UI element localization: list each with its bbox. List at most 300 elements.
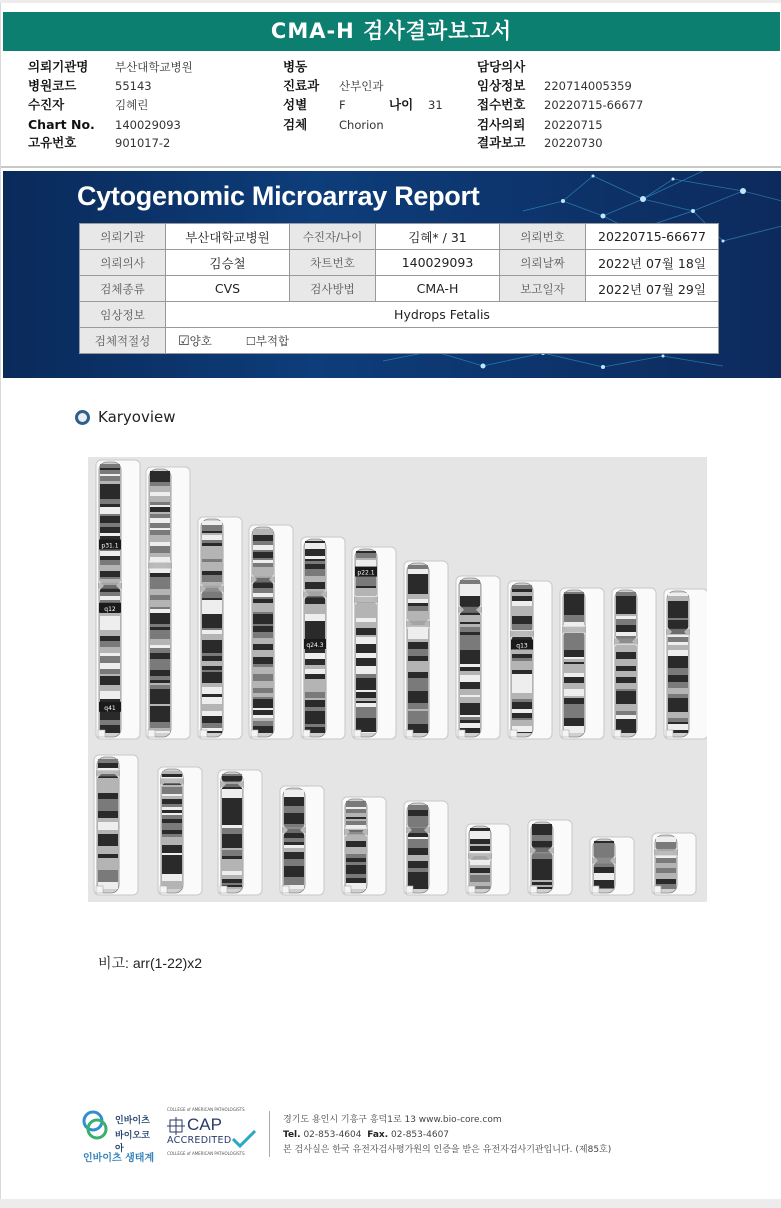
header-row-unique-no [28,134,268,152]
chromosome-band [98,840,118,846]
chromosome-band [202,604,222,610]
chromosome-band [564,659,584,662]
chromosome-band [408,848,428,855]
chromosome-band [408,628,428,633]
chromosome-band [668,656,688,663]
chromosome-band [100,720,120,723]
chromosome-band [222,879,242,883]
cap-logo [165,1103,259,1161]
chromosome-band [162,869,182,871]
table-value: Hydrops Fetalis [166,302,719,328]
report-title: CMA-H 검사결과보고서 [3,12,780,51]
chromosome-checkbox [303,730,310,737]
chromosome-band [253,550,273,552]
chromosome-band [616,592,636,594]
chromosome-band [594,843,614,850]
chromosome-band [564,592,584,594]
chromosome-band [408,833,428,837]
chromosome-band [512,699,532,702]
chromosome-band [98,834,118,840]
chromosome-band [616,704,636,711]
chromosome-band [284,852,304,856]
chromosome-band [222,796,242,798]
chromosome-checkbox [510,730,517,737]
chromosome-band [512,693,532,699]
chromosome-band [98,828,118,830]
chromosome-band [162,804,182,807]
chromosome-band [356,698,376,701]
table-key: 의뢰날짜 [500,250,586,276]
chromosome-band [150,535,170,542]
centromere-band [344,829,368,835]
logo-line1: 인바이츠 [115,1116,150,1126]
chromosome-band [356,635,376,637]
chromosome-band [408,861,428,868]
chromosome-band [202,676,222,681]
chromosome-band [668,645,688,650]
chromosome-band [253,593,273,597]
header-value: Chorion [339,118,384,132]
chromosome-band [668,606,688,609]
chromosome-band [284,797,304,799]
header-key: 진료과 [283,78,320,93]
chromosome-band [202,697,222,704]
chromosome-band [284,859,304,861]
band-label: q24.3 [306,641,324,649]
chromosome-band [150,595,170,600]
chromosome-band [668,718,688,722]
chromosome-band [346,817,366,819]
chromosome-band [100,636,120,641]
chromosome-band [222,789,242,796]
chromosome-band [150,680,170,683]
header-row-department [283,77,463,95]
chromosome-band [668,703,688,710]
centromere-band [614,638,638,644]
chromosome-band [564,722,584,726]
chromosome-band [512,616,532,618]
chromosome-band [253,721,273,726]
header-row-patient [28,96,268,114]
chromosome-band [460,653,480,657]
chromosome-band [564,602,584,609]
chromosome-band [100,499,120,504]
chromosome-band [253,529,273,535]
chromosome-band [253,588,273,593]
chromosome-band [346,809,366,813]
chromosome-band [202,559,222,562]
chromosome-band [460,720,480,723]
header-row-ward [283,58,463,76]
chromosome-band [305,602,325,604]
chromosome-band [305,561,325,564]
chromosome-band [202,540,222,543]
chromosome-band [460,715,480,717]
chromosome-band [408,656,428,659]
chromosome [146,467,190,739]
chromosome-band [356,647,376,653]
chromosome-band [162,796,182,799]
chromosome-band [202,546,222,553]
report-banner [3,171,781,378]
chromosome-band [150,528,170,530]
chromosome-band [222,774,242,776]
header-key: 수진자 [28,97,65,112]
chromosome-band [100,523,120,527]
chromosome-band [616,598,636,604]
chromosome [456,576,500,739]
karyoview-panel [88,457,707,902]
chromosome-band [668,698,688,700]
chromosome-band [150,722,170,728]
fax-value: 02-853-4607 [391,1130,450,1140]
chromosome-band [564,706,584,711]
chromosome-band [460,678,480,682]
chromosome-band [668,609,688,616]
chromosome-band [512,709,532,713]
chromosome-band [100,560,120,565]
option-label: 양호 [189,333,212,348]
chromosome-band [460,624,480,627]
chromosome-band [253,681,273,685]
chromosome-band [305,541,325,543]
chromosome-band [408,855,428,861]
chromosome-band [668,710,688,712]
chromosome-band [668,593,688,596]
chromosome-band [616,671,636,677]
chromosome-band [668,724,688,730]
chromosome-band [284,799,304,806]
chromosome-band [668,637,688,642]
chromosome-band [253,609,273,612]
chromosome-band [305,700,325,707]
centromere-band [282,827,306,833]
chromosome-band [532,862,552,867]
chromosome-band [284,842,304,845]
chromosome-band [150,624,170,627]
chromosome-band [253,710,273,715]
chromosome-band [346,847,366,854]
chromosome-band [100,723,120,725]
footer-contact [283,1113,611,1158]
chromosome-band [460,584,480,588]
chromosome-band [98,822,118,828]
chromosome-band [408,666,428,672]
table-value: CMA-H [376,276,500,302]
checkmark-icon [231,1129,257,1149]
chromosome-band [460,717,480,720]
chromosome-band [356,553,376,555]
header-value: 20220715-66677 [544,98,644,112]
option-good[interactable] [178,333,212,349]
chromosome-band [564,594,584,596]
chromosome-band [150,542,170,546]
chromosome-band [100,669,120,674]
chromosome-band [100,470,120,474]
chromosome-band [150,509,170,512]
chromosome [590,837,634,895]
header-row-receipt-no [477,96,677,114]
chromosome-band [512,654,532,658]
chromosome-band [408,639,428,642]
chromosome-band [668,601,688,606]
chromosome-band [408,574,428,577]
chromosome-band [150,496,170,502]
chromosome-band [408,821,428,823]
chromosome-band [222,825,242,828]
chromosome-band [668,596,688,601]
chromosome-band [305,614,325,621]
chromosome-band [202,704,222,711]
chromosome-band [356,576,376,583]
header-key: 임상정보 [477,78,526,93]
chromosome-band [346,878,366,883]
unchecked-box-icon: ☐ [245,334,256,348]
chromosome-band [284,806,304,813]
header-key: Chart No. [28,117,95,132]
chromosome-band [150,696,170,700]
chromosome-band [150,482,170,486]
chromosome-band [202,564,222,571]
chromosome-band [356,718,376,721]
chromosome-band [162,810,182,813]
centromere-band [468,853,492,859]
chromosome-band [98,846,118,852]
chromosome-band [408,810,428,816]
report-page [0,3,781,1199]
chromosome-band [98,805,118,811]
chromosome-band [408,659,428,661]
chromosome-band [460,644,480,650]
header-row-doctor [477,58,677,76]
chromosome-band [150,683,170,685]
chromosome-band [98,778,118,782]
chromosome-band [222,821,242,825]
chromosome-band [284,813,304,820]
chromosome-band [408,649,428,656]
karyoview-icon [75,410,90,425]
header-value: 901017-2 [115,136,171,150]
chromosome-band [305,685,325,692]
chromosome-band [616,677,636,683]
centromere-band [510,631,534,637]
chromosome-checkbox [160,886,167,893]
chromosome-band [284,881,304,885]
chromosome-band [98,830,118,834]
chromosome-band [222,848,242,850]
chromosome-band [202,711,222,716]
chromosome-band [532,828,552,835]
chromosome-band [460,641,480,644]
band-label: p31.1 [101,542,119,550]
chromosome-band [460,671,480,675]
chromosome-band [98,852,118,854]
chromosome-band [305,665,325,669]
chromosome-band [512,601,532,606]
table-key: 의뢰번호 [500,224,586,250]
chromosome-band [150,573,170,577]
chromosome-band [284,871,304,877]
chromosome-band [222,856,242,859]
table-key: 수진자/나이 [290,224,376,250]
chromosome-band [564,650,584,657]
chromosome-band [150,557,170,563]
company-logo-mark-icon [79,1109,111,1145]
chromosome-band [668,700,688,703]
chromosome-band [253,650,273,657]
chromosome-band [532,882,552,885]
chromosome-band [408,685,428,691]
chromosome-band [253,567,273,574]
chromosome-checkbox [592,886,599,893]
chromosome-band [408,872,428,877]
chromosome-band [150,488,170,492]
header-value: 220714005359 [544,79,632,93]
table-value: 2022년 07월 29일 [586,276,719,302]
chromosome-band [98,789,118,793]
centromere-band [666,629,690,635]
chromosome-band [284,861,304,866]
chromosome-band [656,868,676,873]
chromosome-band [512,650,532,654]
table-key: 의뢰기관 [80,224,166,250]
chromosome-band [150,706,170,713]
chromosome-band [202,718,222,723]
centromere-band [654,849,678,855]
chromosome-band [460,632,480,635]
chromosome-checkbox [406,886,413,893]
chromosome-band [408,577,428,584]
centromere-band [406,827,430,833]
chromosome-band [162,871,182,874]
option-label: 부적합 [255,333,290,348]
chromosome-band [305,724,325,727]
chromosome-band [253,563,273,567]
table-key: 임상정보 [80,302,166,328]
chromosome-band [346,858,366,862]
chromosome-band [460,703,480,710]
chromosome-band [202,533,222,535]
chromosome-band [408,603,428,606]
karyogram [88,457,707,902]
chromosome-band [284,790,304,797]
chromosome-band [656,882,676,884]
chromosome-band [100,613,120,616]
chromosome-band [162,819,182,821]
header-value: 20220715 [544,118,603,132]
table-row [80,328,719,354]
chromosome-band [656,863,676,868]
chromosome-band [656,842,676,849]
fax-label: Fax. [367,1130,389,1140]
chromosome-band [100,653,120,656]
chromosome-checkbox [344,886,351,893]
chromosome-band [408,569,428,574]
age-value: 31 [428,98,443,112]
chromosome-band [356,674,376,678]
footer-phone [283,1128,611,1143]
chromosome-band [532,843,552,847]
chromosome-band [616,666,636,671]
header-row-request-date [477,116,677,134]
chromosome-band [150,645,170,648]
request-info-table [79,223,719,354]
chromosome-band [100,577,120,579]
cap-emblem-icon [167,1117,185,1135]
chromosome-band [564,636,584,643]
chromosome-band [668,675,688,682]
chromosome-band [150,700,170,704]
chromosome-band [100,468,120,470]
chromosome-band [512,589,532,592]
chromosome-band [305,719,325,722]
chromosome-band [100,556,120,560]
chromosome-band [150,639,170,642]
header-divider [1,166,781,168]
chromosome-band [668,712,688,718]
chromosome-band [253,539,273,541]
chromosome-band [460,695,480,697]
chromosome-band [98,856,118,858]
chromosome-band [408,841,428,848]
chromosome-band [253,614,273,620]
chromosome-band [150,600,170,607]
chromosome-band [202,645,222,649]
chromosome-band [656,873,676,879]
option-inadequate[interactable] [246,333,289,349]
chromosome-band [512,677,532,681]
chromosome-band [512,713,532,718]
chromosome-band [532,867,552,873]
chromosome-band [346,854,366,858]
header-value: F [339,98,346,112]
header-key: 병원코드 [28,78,77,93]
chromosome-band [668,650,688,656]
remark-value: arr(1-22)x2 [132,955,203,971]
chromosome-band [150,523,170,528]
chromosome-band [356,653,376,658]
chromosome-band [202,535,222,540]
chromosome-band [616,654,636,659]
chromosome-band [408,696,428,703]
chromosome-band [616,683,636,689]
chromosome-band [162,813,182,815]
chromosome-band [100,647,120,653]
chromosome-checkbox [282,886,289,893]
chromosome-checkbox [96,886,103,893]
chromosome-band [100,656,120,658]
chromosome [301,537,345,739]
chromosome-band [460,615,480,622]
chromosome-band [594,873,614,880]
chromosome-band [162,840,182,845]
chromosome-band [356,551,376,553]
chromosome-band [594,850,614,856]
chromosome-band [460,596,480,603]
chromosome-band [356,560,376,567]
table-value: 김승철 [166,250,290,276]
header-key: 성별 [283,97,308,112]
chromosome-band [512,681,532,686]
chromosome-band [150,648,170,653]
chromosome-band [564,633,584,636]
chromosome-band [162,862,182,867]
chromosome-band [356,588,376,593]
chromosome-band [564,696,584,698]
chromosome-band [100,676,120,683]
chromosome-checkbox [98,730,105,737]
chromosome-band [202,628,222,630]
